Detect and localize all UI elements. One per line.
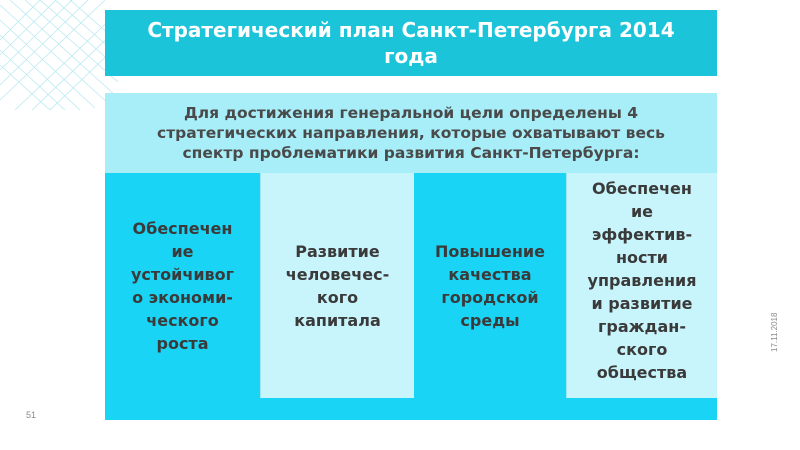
intro-text: Для достижения генеральной цели определены 4 стратегических направления, которые охватывают весь спектр проблематики развития Санкт-Петербурга: [157, 104, 665, 162]
direction-column-3 [414, 173, 566, 398]
slide-number: 51 [26, 410, 37, 420]
table-footer-bar [105, 398, 717, 420]
direction-column-2 [260, 173, 414, 398]
direction-column-4 [566, 173, 717, 398]
direction-label-2: Развитие человечес- кого капитала [285, 241, 390, 330]
slide-title: Стратегический план Санкт-Петербурга 2014 года [147, 18, 675, 68]
decorative-wireframe [0, 0, 120, 110]
slide-title-bar [105, 10, 717, 76]
direction-label-3: Повышение качества городской среды [435, 241, 545, 330]
direction-label-4: Обеспечен ие эффектив- ности управления и развитие граждан- ского общества [587, 179, 697, 382]
slide-date: 17.11.2018 [770, 312, 779, 352]
direction-label-1: Обеспечен ие устойчивог о экономи- ческого роста [130, 218, 235, 353]
direction-column-1 [105, 173, 260, 398]
intro-box [105, 93, 717, 173]
directions-table [105, 173, 717, 398]
